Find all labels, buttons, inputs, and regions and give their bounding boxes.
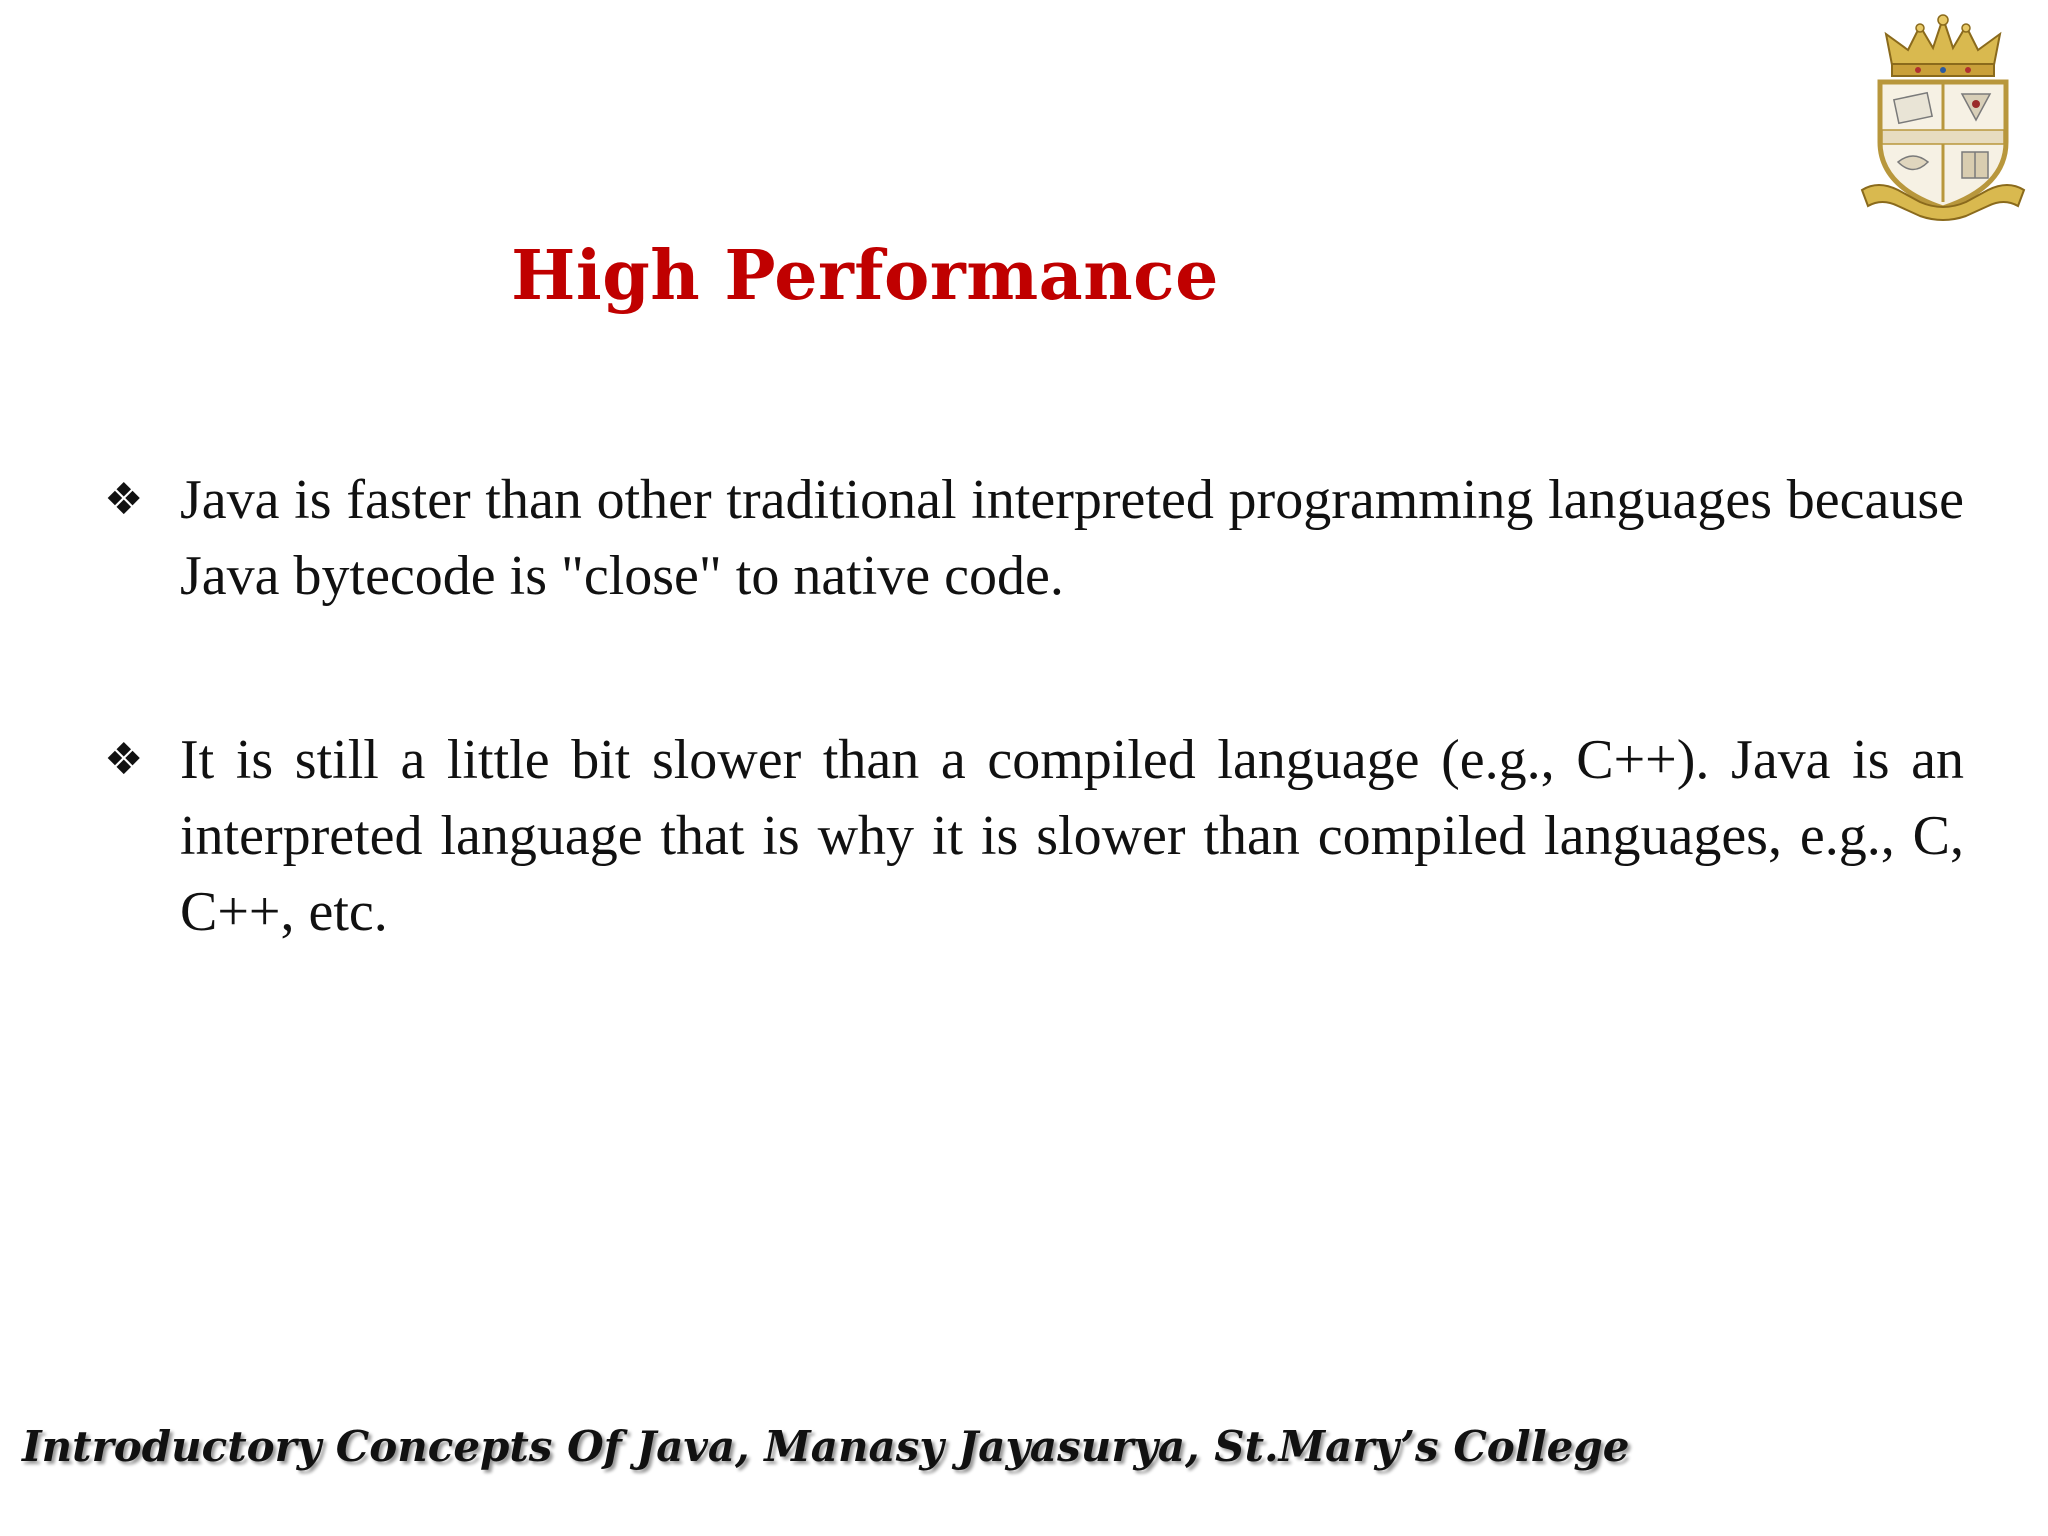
- bullet-item: [104, 462, 1964, 614]
- slide-footer: Introductory Concepts Of Java, Manasy Jayasurya, St.Mary’s College: [22, 1422, 1630, 1471]
- shield-icon: [1880, 82, 2006, 208]
- bullet-text: Java is faster than other traditional interpreted programming languages because Java bytecode is "close" to native code.: [180, 469, 1964, 607]
- college-crest-logo: [1858, 12, 2028, 222]
- crown-icon: [1886, 15, 2000, 76]
- diamond-cluster-bullet-icon: ❖: [104, 474, 144, 525]
- bullet-text: It is still a little bit slower than a compiled language (e.g., C++). Java is an interpreted language that is why it is slower than compiled languages, e.g., C, C++, etc.: [180, 729, 1964, 943]
- diamond-cluster-bullet-icon: ❖: [104, 734, 144, 785]
- slide-title: High Performance: [511, 236, 1219, 316]
- bullet-item: [104, 722, 1964, 950]
- bullet-list: [104, 462, 1964, 1058]
